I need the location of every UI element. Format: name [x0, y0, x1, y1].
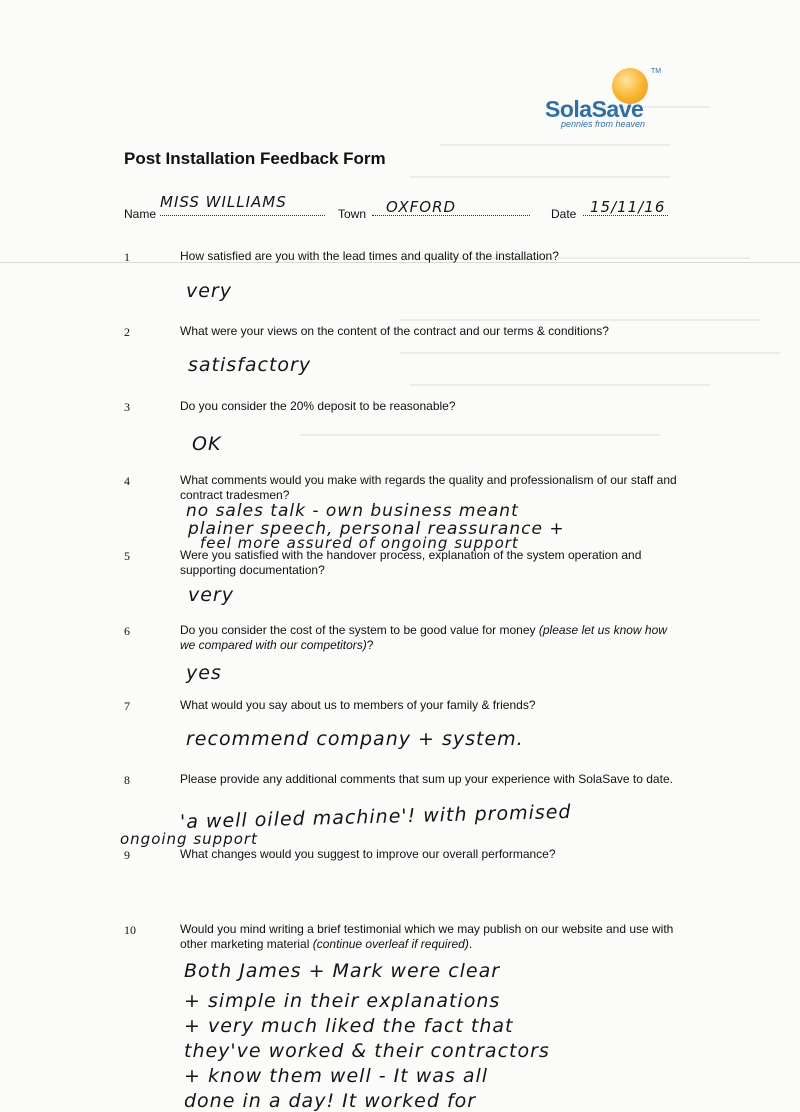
- answer-line: Both James + Mark were clear: [184, 960, 501, 982]
- form-title: Post Installation Feedback Form: [124, 149, 386, 168]
- town-label: Town: [338, 207, 367, 221]
- question-text: Do you consider the cost of the system to be good value for money (please let us know how we compared with our competitors)?: [180, 623, 667, 652]
- question-number: 9: [124, 848, 130, 862]
- logo-tagline: pennies from heaven: [561, 119, 646, 129]
- answer: yes: [186, 662, 222, 684]
- answer-line: 'a well oiled machine'! with promised: [179, 800, 572, 834]
- question-text: What would you say about us to members of your family & friends?: [180, 698, 536, 712]
- answer-line: ongoing support: [120, 830, 258, 848]
- answer-line: plainer speech, personal reassurance +: [188, 519, 565, 539]
- answer-line: they've worked & their contractors: [184, 1040, 550, 1062]
- question-number: 2: [124, 325, 130, 339]
- solasave-logo: [545, 66, 665, 128]
- question-text: What changes would you suggest to improve our overall performance?: [180, 847, 556, 861]
- question-text: Would you mind writing a brief testimonial which we may publish on our website and use with other marketing material (continue overleaf if required).: [180, 922, 674, 951]
- answer: satisfactory: [188, 354, 312, 376]
- question-text: Do you consider the 20% deposit to be reasonable?: [180, 399, 456, 413]
- question-number: 10: [124, 923, 136, 937]
- name-value: MISS WILLIAMS: [160, 193, 287, 211]
- question-number: 3: [124, 400, 130, 414]
- date-value: 15/11/16: [590, 198, 666, 216]
- name-label: Name: [124, 207, 157, 221]
- question-number: 6: [124, 624, 130, 638]
- question-number: 8: [124, 773, 130, 787]
- question-text: What were your views on the content of the contract and our terms & conditions?: [180, 324, 609, 338]
- question-text: What comments would you make with regards the quality and professionalism of our staff and contract tradesmen?: [180, 473, 677, 502]
- date-label: Date: [551, 207, 577, 221]
- question-number: 4: [124, 474, 130, 488]
- question-text: How satisfied are you with the lead times and quality of the installation?: [180, 249, 559, 263]
- answer-line: no sales talk - own business meant: [186, 501, 519, 521]
- answer-line: feel more assured of ongoing support: [200, 534, 519, 552]
- answer: very: [188, 584, 234, 606]
- question-number: 7: [124, 699, 130, 713]
- question-number: 1: [124, 250, 130, 264]
- logo-brand: SolaSave: [545, 96, 644, 122]
- answer-line: done in a day! It worked for: [184, 1090, 477, 1112]
- question-number: 5: [124, 549, 130, 563]
- answer-line: + know them well - It was all: [184, 1065, 489, 1087]
- answer-line: + simple in their explanations: [184, 990, 501, 1012]
- question-text: Were you satisfied with the handover process, explanation of the system operation and supporting documentation?: [180, 548, 642, 577]
- answer: very: [186, 280, 232, 302]
- logo-trademark: TM: [651, 68, 662, 75]
- answer: recommend company + system.: [186, 728, 524, 750]
- answer-line: + very much liked the fact that: [184, 1015, 514, 1037]
- question-text: Please provide any additional comments that sum up your experience with SolaSave to date.: [180, 772, 673, 786]
- town-value: OXFORD: [386, 198, 457, 216]
- answer: OK: [192, 433, 222, 455]
